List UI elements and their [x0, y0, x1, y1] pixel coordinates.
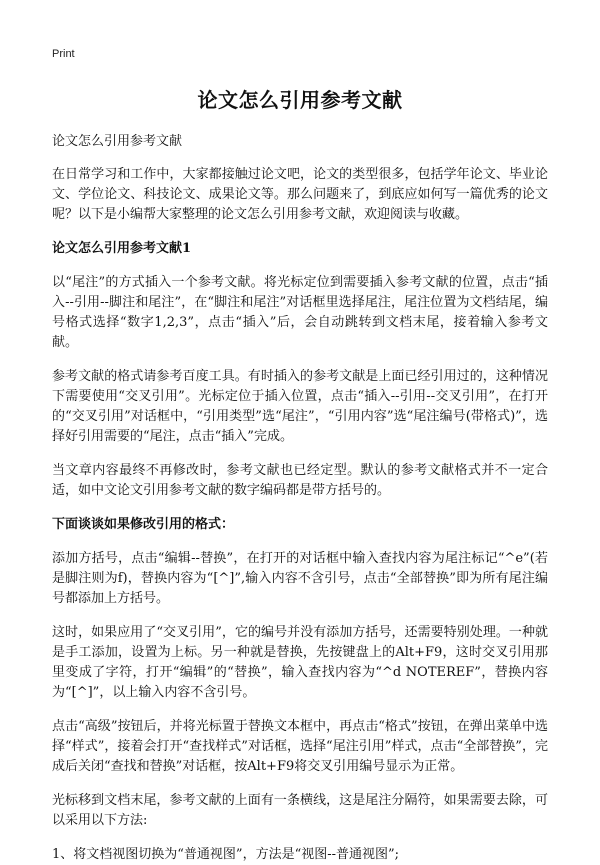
- section1-paragraph-2: 参考文献的格式请参考百度工具。有时插入的参考文献是上面已经引用过的，这种情况下需要使用“交叉引用”。光标定位于插入位置，点击“插入--引用--交叉引用”，在打开的“交叉引用”对话框中，“引用类型”选“尾注”，“引用内容”选“尾注编号(带格式)”，选择好引用需要的“尾注，点击“插入”完成。: [52, 369, 548, 444]
- print-link[interactable]: Print: [52, 48, 75, 60]
- document-subtitle: 论文怎么引用参考文献: [52, 134, 183, 149]
- section2-paragraph-5: 1、将文档视图切换为“普通视图”，方法是“视图--普通视图”;: [52, 847, 400, 862]
- section2-paragraph-2: 这时，如果应用了“交叉引用”，它的编号并没有添加方括号，还需要特别处理。一种就是手工添加，设置为上标。另一种就是替换，先按键盘上的Alt+F9，这时交叉引用那里变成了字符，打开“编辑”的“替换”，输入查找内容为“^d NOTEREF”，替换内容为“[^]”，以上输入内容不含引号。: [52, 625, 548, 700]
- section2-heading: 下面谈谈如果修改引用的格式：: [52, 517, 235, 532]
- section1-heading: 论文怎么引用参考文献1: [52, 241, 192, 256]
- document-title: 论文怎么引用参考文献: [197, 88, 403, 112]
- section2-paragraph-1: 添加方括号，点击“编辑--替换”，在打开的对话框中输入查找内容为尾注标记“^e”(若是脚注则为f)，替换内容为“[^]”,输入内容不含引号，点击“全部替换”即为所有尾注编号都添加上方括号。: [52, 551, 548, 606]
- section2-paragraph-3: 点击“高级”按钮后，并将光标置于替换文本框中，再点击“格式”按钮，在弹出菜单中选择“样式”，接着会打开“查找样式”对话框，选择“尾注引用”样式，点击“全部替换”，完成后关闭“查找和替换”对话框，按Alt+F9将交叉引用编号显示为正常。: [52, 719, 548, 774]
- section1-paragraph-3: 当文章内容最终不再修改时，参考文献也已经定型。默认的参考文献格式并不一定合适，如中文论文引用参考文献的数字编码都是带方括号的。: [52, 463, 548, 498]
- intro-paragraph: 在日常学习和工作中，大家都接触过论文吧，论文的类型很多，包括学年论文、毕业论文、学位论文、科技论文、成果论文等。那么问题来了，到底应如何写一篇优秀的论文呢？以下是小编帮大家整理的论文怎么引用参考文献，欢迎阅读与收藏。: [52, 167, 548, 222]
- section1-paragraph-1: 以“尾注”的方式插入一个参考文献。将光标定位到需要插入参考文献的位置，点击“插入--引用--脚注和尾注”，在“脚注和尾注”对话框里选择尾注，尾注位置为文档结尾，编号格式选择“数字1,2,3”，点击“插入”后，会自动跳转到文档末尾，接着输入参考文献。: [52, 275, 548, 350]
- section2-paragraph-4: 光标移到文档末尾，参考文献的上面有一条横线，这是尾注分隔符，如果需要去除，可以采用以下方法:: [52, 793, 548, 828]
